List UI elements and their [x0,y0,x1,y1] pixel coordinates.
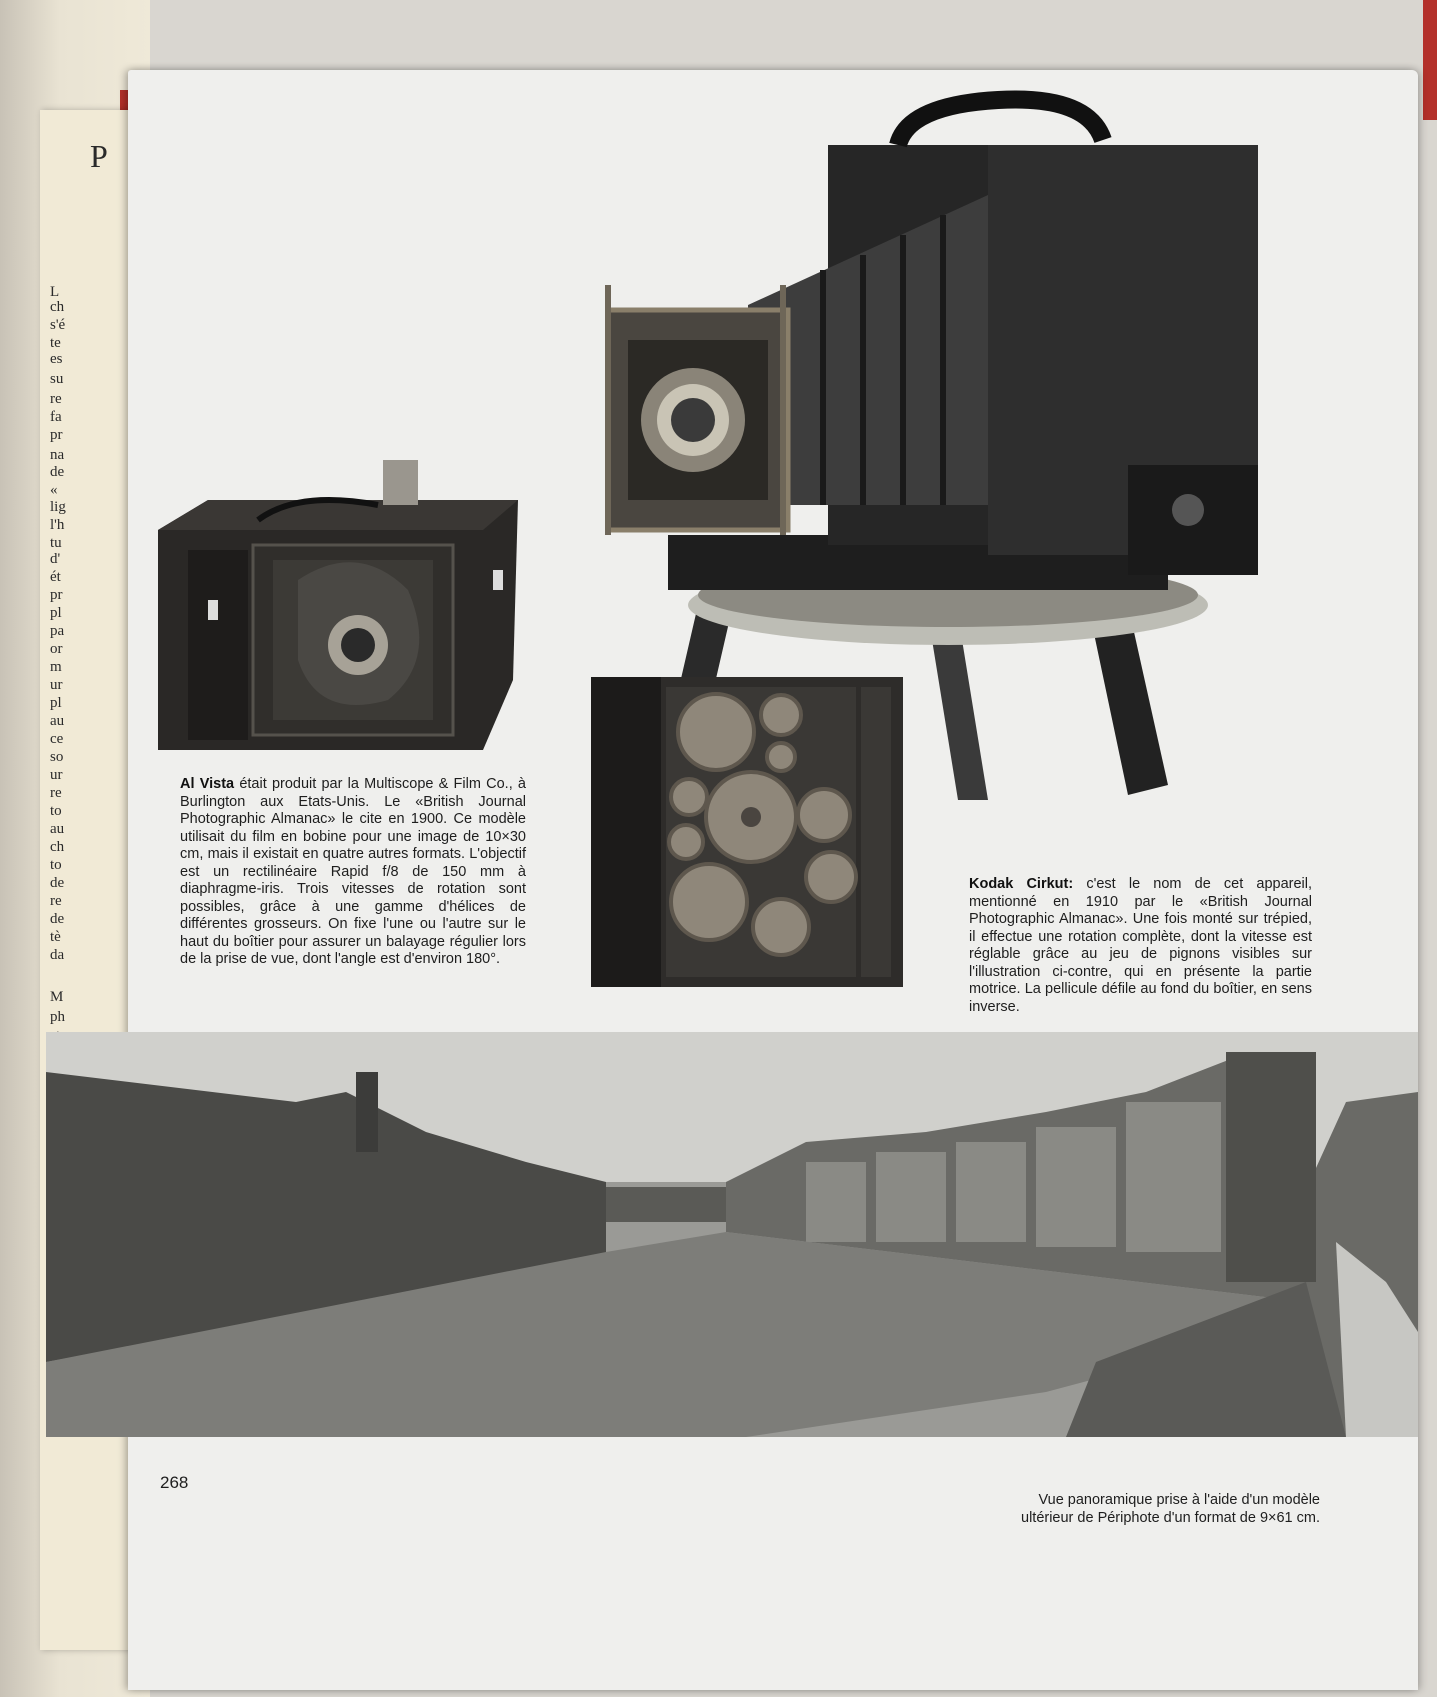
previous-page-text-fragment: ch [50,299,65,315]
previous-page-text-fragment: d' [50,551,61,567]
al-vista-caption-body: était produit par la Multiscope & Film Co., à Burlington aux Etats-Unis. Le «British Journal Photographic Almanac» le cite en 1900. Ce modèle utilisait du film en bobine pour une image de 10×30 cm, mais il existait en quatre autres formats. L'objectif est un rectilinéaire Rapid f/8 de 150 mm à diaphragme-iris. Trois vitesses de rotation sont possibles, grâce à une gamme d'hélices de différentes grosseurs. On fixe l'une ou l'autre sur le haut du boîtier pour assurer un balayage régulier lors de la prise de vue, dont l'angle est d'environ 180°. [180,776,526,967]
previous-page-text-fragment: pr [50,587,63,603]
previous-page-text-fragment: pr [50,427,63,443]
previous-page-text-fragment: tè [50,929,61,945]
previous-page-text-fragment: pa [50,623,65,639]
previous-page-text-fragment: ce [50,731,64,747]
previous-page-text-fragment: au [50,821,65,837]
previous-page-text-fragment: su [50,371,64,387]
kodak-cirkut-caption-body: c'est le nom de cet appareil, mentionné en 1910 par le «British Journal Photographic Almanac». Une fois monté sur trépied, il effectue une rotation complète, dont la vitesse est réglable grâce au jeu de pignons visibles sur l'illustration ci-contre, qui en présente la partie motrice. La pellicule défile au fond du boîtier, en sens inverse. [969,876,1313,1015]
kodak-cirkut-caption [969,876,1312,1016]
previous-page-text-fragment: de [50,911,65,927]
previous-page-text-fragment: de [50,875,65,891]
previous-page-text-fragment: or [50,641,63,657]
book-page [128,70,1418,1690]
previous-page-text-fragment: pl [50,605,62,621]
previous-page-text-fragment: ét [50,569,61,585]
previous-page-text-fragment: tu [50,535,62,551]
previous-page-text-fragment: na [50,447,65,463]
panorama-caption-line-2: ultérieur de Périphote d'un format de 9×61 cm. [1021,1509,1320,1526]
previous-page-text-fragment: lig [50,499,66,515]
previous-page-text-fragment: ch [50,839,65,855]
previous-page-text-fragment: M [50,989,64,1005]
previous-page-text-fragment: m [50,659,62,675]
previous-page-text-fragment: te [50,335,61,351]
panorama-caption [960,1492,1320,1527]
previous-page-text-fragment: de [50,464,65,480]
previous-page-text-fragment: to [50,803,62,819]
previous-page-text-fragment: fa [50,409,62,425]
previous-page-text-fragment: ur [50,767,63,783]
al-vista-camera-photo [148,460,533,760]
previous-page-text-fragment: l'h [50,517,65,533]
previous-page-text-fragment: au [50,713,65,729]
previous-page-text-fragment: re [50,785,62,801]
al-vista-caption-lead: Al Vista [180,776,235,792]
drive-gears-photo [591,677,903,987]
book-cover-edge-right [1423,0,1437,120]
previous-page-text-fragment: « [50,482,58,498]
previous-page-text-fragment: es [50,351,63,367]
previous-page-text-fragment: re [50,391,62,407]
previous-page-text-fragment: L [50,284,60,300]
panorama-photo [46,1032,1418,1437]
panorama-caption-line-1: Vue panoramique prise à l'aide d'un modèle [1038,1492,1320,1508]
previous-page-text-fragment: ph [50,1009,65,1025]
previous-page-text-fragment: to [50,857,62,873]
kodak-cirkut-caption-lead: Kodak Cirkut: [969,876,1074,892]
page-number: 268 [160,1473,189,1492]
previous-page-text-fragment: P [90,138,108,174]
al-vista-caption [180,776,526,969]
previous-page-text-fragment: re [50,893,62,909]
previous-page-text-fragment: s'é [50,317,66,333]
previous-page-text-fragment: pl [50,695,62,711]
previous-page-text-fragment: so [50,749,64,765]
previous-page-text-fragment: ur [50,677,63,693]
previous-page-text-fragment: da [50,947,65,963]
